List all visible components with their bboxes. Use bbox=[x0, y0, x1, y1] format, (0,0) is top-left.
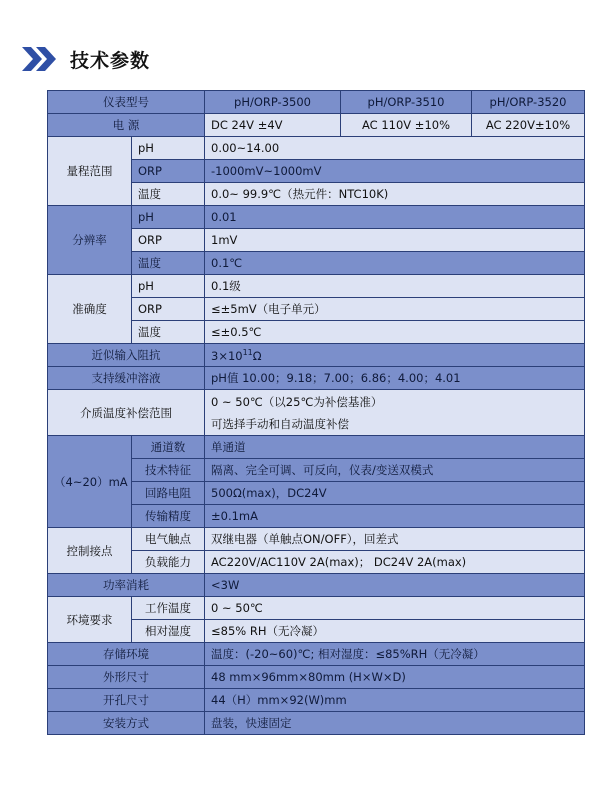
label-impedance: 近似输入阻抗 bbox=[48, 344, 205, 367]
spec-table bbox=[47, 90, 585, 735]
sub-current-accuracy: 传输精度 bbox=[132, 505, 205, 528]
row-range-ph bbox=[48, 137, 585, 160]
sub-current-channels: 通道数 bbox=[132, 436, 205, 459]
label-dimensions: 外形尺寸 bbox=[48, 666, 205, 689]
value-env-humidity: ≤85% RH（无冷凝） bbox=[205, 620, 585, 643]
value-model-3520: pH/ORP-3520 bbox=[472, 91, 585, 114]
label-storage: 存储环境 bbox=[48, 643, 205, 666]
impedance-unit: Ω bbox=[252, 348, 262, 363]
value-range-orp: -1000mV~1000mV bbox=[205, 160, 585, 183]
sub-current-loop: 回路电阻 bbox=[132, 482, 205, 505]
label-accuracy: 准确度 bbox=[48, 275, 132, 344]
section-header bbox=[20, 42, 150, 76]
row-power-consumption bbox=[48, 574, 585, 597]
double-chevron-icon bbox=[20, 44, 62, 74]
sub-env-temp: 工作温度 bbox=[132, 597, 205, 620]
row-storage bbox=[48, 643, 585, 666]
label-power: 电 源 bbox=[48, 114, 205, 137]
row-impedance bbox=[48, 344, 585, 367]
row-current-channels bbox=[48, 436, 585, 459]
value-accuracy-orp: ≤±5mV（电子单元） bbox=[205, 298, 585, 321]
value-control-contact: 双继电器（单触点ON/OFF），回差式 bbox=[205, 528, 585, 551]
value-power-3500: DC 24V ±4V bbox=[205, 114, 341, 137]
row-env-temp bbox=[48, 597, 585, 620]
row-cutout bbox=[48, 689, 585, 712]
sub-control-contact: 电气触点 bbox=[132, 528, 205, 551]
value-resolution-ph: 0.01 bbox=[205, 206, 585, 229]
row-buffer bbox=[48, 367, 585, 390]
sub-resolution-orp: ORP bbox=[132, 229, 205, 252]
value-resolution-orp: 1mV bbox=[205, 229, 585, 252]
value-env-temp: 0 ~ 50℃ bbox=[205, 597, 585, 620]
value-accuracy-temp: ≤±0.5℃ bbox=[205, 321, 585, 344]
label-range: 量程范围 bbox=[48, 137, 132, 206]
value-mounting: 盘装，快速固定 bbox=[205, 712, 585, 735]
sub-range-orp: ORP bbox=[132, 160, 205, 183]
label-current: （4~20）mA bbox=[48, 436, 132, 528]
sub-accuracy-temp: 温度 bbox=[132, 321, 205, 344]
value-current-loop: 500Ω(max)，DC24V bbox=[205, 482, 585, 505]
value-storage: 温度：(-20~60)℃; 相对湿度：≤85%RH（无冷凝） bbox=[205, 643, 585, 666]
sub-accuracy-ph: pH bbox=[132, 275, 205, 298]
value-current-features: 隔离、完全可调、可反向，仪表/变送双模式 bbox=[205, 459, 585, 482]
value-current-channels: 单通道 bbox=[205, 436, 585, 459]
row-resolution-ph bbox=[48, 206, 585, 229]
row-temp-comp bbox=[48, 390, 585, 436]
row-model bbox=[48, 91, 585, 114]
value-power-3520: AC 220V±10% bbox=[472, 114, 585, 137]
label-environment: 环境要求 bbox=[48, 597, 132, 643]
value-power-consumption: <3W bbox=[205, 574, 585, 597]
label-model: 仪表型号 bbox=[48, 91, 205, 114]
label-resolution: 分辨率 bbox=[48, 206, 132, 275]
sub-resolution-ph: pH bbox=[132, 206, 205, 229]
value-accuracy-ph: 0.1级 bbox=[205, 275, 585, 298]
value-range-ph: 0.00~14.00 bbox=[205, 137, 585, 160]
label-mounting: 安装方式 bbox=[48, 712, 205, 735]
sub-range-temp: 温度 bbox=[132, 183, 205, 206]
sub-env-humidity: 相对湿度 bbox=[132, 620, 205, 643]
row-dimensions bbox=[48, 666, 585, 689]
value-current-accuracy: ±0.1mA bbox=[205, 505, 585, 528]
value-model-3510: pH/ORP-3510 bbox=[341, 91, 472, 114]
row-control-contact bbox=[48, 528, 585, 551]
temp-comp-line-2: 可选择手动和自动温度补偿 bbox=[211, 416, 349, 431]
value-resolution-temp: 0.1℃ bbox=[205, 252, 585, 275]
impedance-exponent: 11 bbox=[242, 347, 253, 357]
value-cutout: 44（H）mm×92(W)mm bbox=[205, 689, 585, 712]
label-cutout: 开孔尺寸 bbox=[48, 689, 205, 712]
sub-range-ph: pH bbox=[132, 137, 205, 160]
page-title: 技术参数 bbox=[70, 49, 151, 72]
label-buffer: 支持缓冲溶液 bbox=[48, 367, 205, 390]
row-mounting bbox=[48, 712, 585, 735]
impedance-base: 3×10 bbox=[211, 348, 243, 363]
sub-resolution-temp: 温度 bbox=[132, 252, 205, 275]
label-control: 控制接点 bbox=[48, 528, 132, 574]
value-temp-comp bbox=[205, 390, 585, 436]
value-dimensions: 48 mm×96mm×80mm (H×W×D) bbox=[205, 666, 585, 689]
label-temp-comp: 介质温度补偿范围 bbox=[48, 390, 205, 436]
row-power bbox=[48, 114, 585, 137]
value-power-3510: AC 110V ±10% bbox=[341, 114, 472, 137]
value-control-load: AC220V/AC110V 2A(max)； DC24V 2A(max) bbox=[205, 551, 585, 574]
value-impedance bbox=[205, 344, 585, 367]
value-range-temp: 0.0~ 99.9℃（热元件：NTC10K) bbox=[205, 183, 585, 206]
value-buffer: pH值 10.00；9.18；7.00；6.86；4.00；4.01 bbox=[205, 367, 585, 390]
temp-comp-line-1: 0 ~ 50℃（以25℃为补偿基准） bbox=[211, 394, 383, 409]
value-model-3500: pH/ORP-3500 bbox=[205, 91, 341, 114]
row-accuracy-ph bbox=[48, 275, 585, 298]
label-power-consumption: 功率消耗 bbox=[48, 574, 205, 597]
sub-control-load: 负载能力 bbox=[132, 551, 205, 574]
sub-accuracy-orp: ORP bbox=[132, 298, 205, 321]
sub-current-features: 技术特征 bbox=[132, 459, 205, 482]
